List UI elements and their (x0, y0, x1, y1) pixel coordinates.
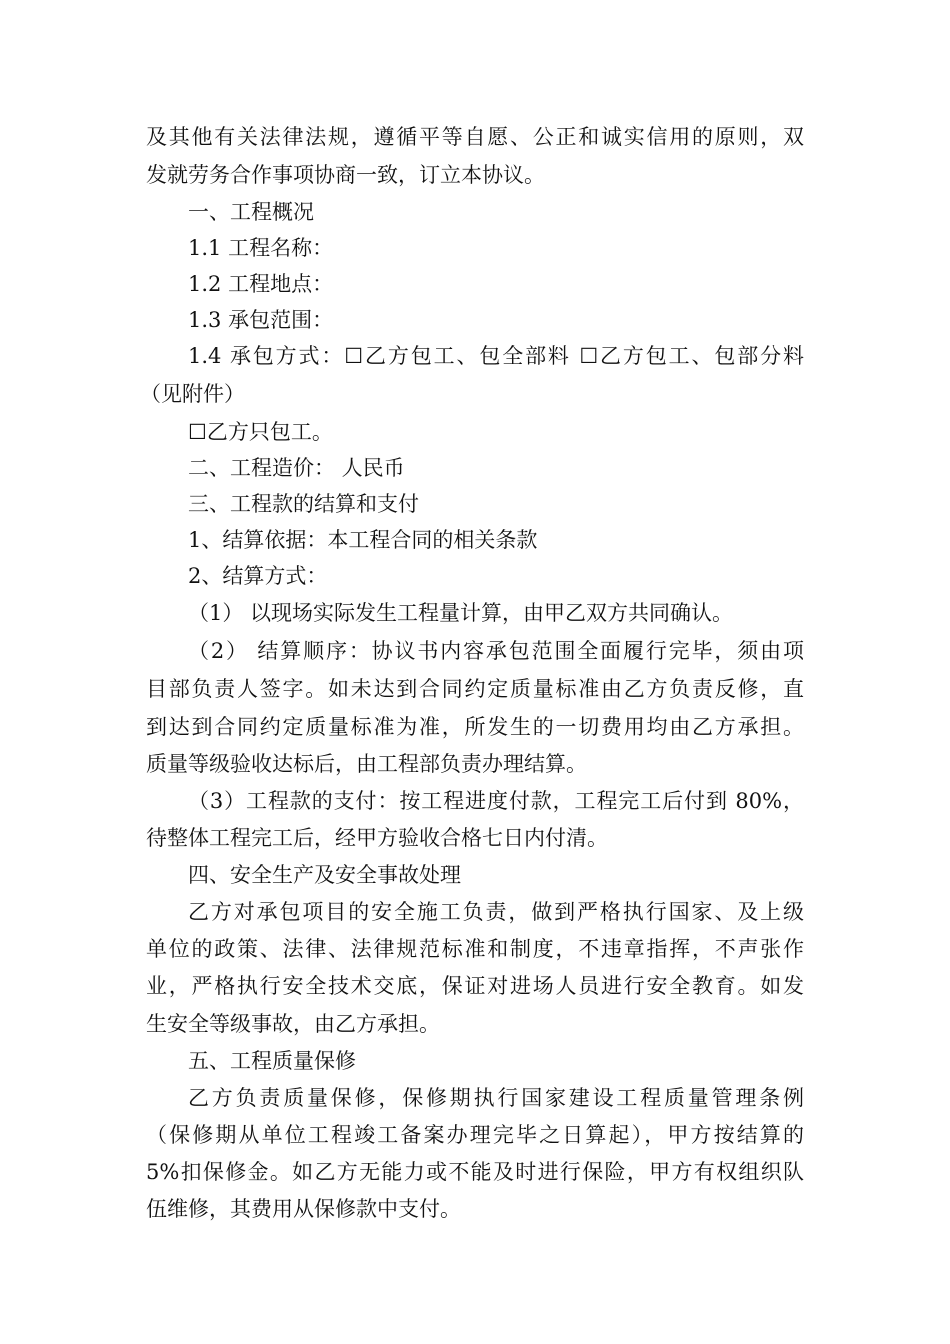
paragraph-line: 目部负责人签字。如未达到合同约定质量标准由乙方负责反修，直 (146, 677, 804, 701)
paragraph-line: 乙方对承包项目的安全施工负责，做到严格执行国家、及上级 (188, 900, 804, 924)
paragraph-line: （保修期从单位工程竣工备案办理完毕之日算起），甲方按结算的 (146, 1123, 804, 1147)
section-heading: 三、工程款的结算和支付 (188, 492, 419, 516)
paragraph-line: 1.4 承包方式：☐乙方包工、包全部料 ☐乙方包工、包部分料 (188, 344, 804, 368)
paragraph-line: （2） 结算顺序：协议书内容承包范围全面履行完毕，须由项 (188, 639, 804, 663)
paragraph-line: 生安全等级事故，由乙方承担。 (146, 1012, 440, 1036)
section-heading: 二、工程造价： 人民币 (188, 456, 405, 480)
paragraph-line: 单位的政策、法律、法律规范标准和制度，不违章指挥，不声张作 (146, 937, 804, 961)
paragraph-line: 质量等级验收达标后，由工程部负责办理结算。 (146, 752, 587, 776)
section-heading: 一、工程概况 (188, 200, 314, 224)
paragraph-line: 伍维修，其费用从保修款中支付。 (146, 1197, 461, 1221)
paragraph-line: 5%扣保修金。如乙方无能力或不能及时进行保险，甲方有权组织队 (146, 1160, 804, 1184)
paragraph-line: 1.2 工程地点： (188, 272, 334, 296)
paragraph-line: 1.1 工程名称： (188, 236, 334, 260)
paragraph-line: 及其他有关法律法规，遵循平等自愿、公正和诚实信用的原则，双 (146, 125, 804, 149)
section-heading: 四、安全生产及安全事故处理 (188, 863, 461, 887)
paragraph-line: （1） 以现场实际发生工程量计算，由甲乙双方共同确认。 (188, 601, 734, 625)
paragraph-line: ☐乙方只包工。 (188, 420, 333, 444)
paragraph-line: 乙方负责质量保修，保修期执行国家建设工程质量管理条例 (188, 1086, 804, 1110)
paragraph-line: 到达到合同约定质量标准为准，所发生的一切费用均由乙方承担。 (146, 715, 804, 739)
paragraph-line: 1、结算依据：本工程合同的相关条款 (188, 528, 538, 552)
paragraph-line: 业，严格执行安全技术交底，保证对进场人员进行安全教育。如发 (146, 974, 804, 998)
paragraph-line: 待整体工程完工后，经甲方验收合格七日内付清。 (146, 826, 608, 850)
paragraph-line: 发就劳务合作事项协商一致，订立本协议。 (146, 163, 545, 187)
paragraph-line: 2、结算方式： (188, 564, 328, 588)
paragraph-line: （3）工程款的支付：按工程进度付款，工程完工后付到 80%， (188, 789, 804, 813)
paragraph-line: （见附件） (140, 382, 245, 406)
section-heading: 五、工程质量保修 (188, 1049, 356, 1073)
paragraph-line: 1.3 承包范围： (188, 308, 334, 332)
